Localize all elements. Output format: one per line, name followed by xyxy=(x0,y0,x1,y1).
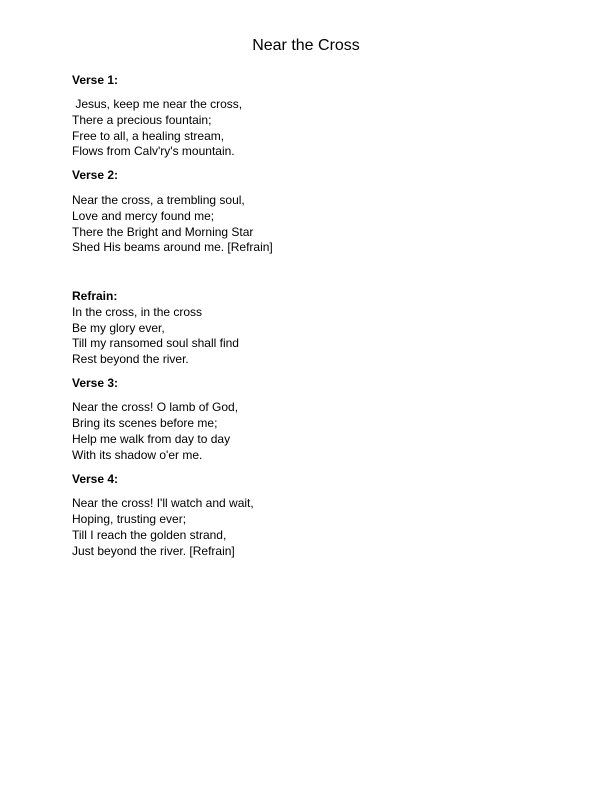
section-heading-verse-4: Verse 4: xyxy=(72,472,119,486)
lyric-line: Free to all, a healing stream, xyxy=(72,129,225,143)
lyric-line: Hoping, trusting ever; xyxy=(72,512,187,526)
section-heading-verse-3: Verse 3: xyxy=(72,376,119,390)
section-heading-refrain: Refrain: xyxy=(72,289,118,303)
lyric-line: There the Bright and Morning Star xyxy=(72,225,254,239)
lyric-line: Help me walk from day to day xyxy=(72,432,231,446)
lyric-line: There a precious fountain; xyxy=(72,113,212,127)
section-heading-verse-1: Verse 1: xyxy=(72,73,119,87)
lyric-line: Flows from Calv'ry's mountain. xyxy=(72,144,235,158)
lyric-line: Till I reach the golden strand, xyxy=(72,528,227,542)
lyric-line: Love and mercy found me; xyxy=(72,209,215,223)
lyric-line: Bring its scenes before me; xyxy=(72,416,218,430)
lyric-line: Be my glory ever, xyxy=(72,321,165,335)
lyric-line: Rest beyond the river. xyxy=(72,352,189,366)
lyric-line: In the cross, in the cross xyxy=(72,305,203,319)
lyric-line: Near the cross! I'll watch and wait, xyxy=(72,496,254,510)
lyric-line: Till my ransomed soul shall find xyxy=(72,336,239,350)
lyric-line: Just beyond the river. [Refrain] xyxy=(72,544,235,558)
lyric-line: With its shadow o'er me. xyxy=(72,448,203,462)
lyric-line: Jesus, keep me near the cross, xyxy=(72,97,243,111)
section-heading-verse-2: Verse 2: xyxy=(72,168,119,182)
lyric-line: Shed His beams around me. [Refrain] xyxy=(72,240,273,254)
lyric-line: Near the cross, a trembling soul, xyxy=(72,193,245,207)
document-title: Near the Cross xyxy=(252,37,360,54)
lyric-line: Near the cross! O lamb of God, xyxy=(72,400,239,414)
